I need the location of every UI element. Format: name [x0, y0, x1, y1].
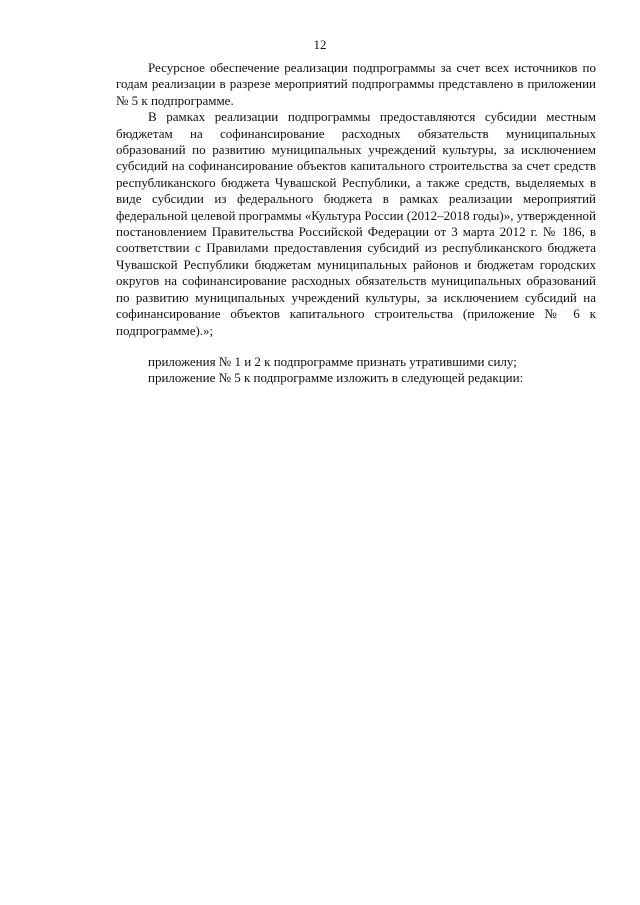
- document-body: [116, 60, 596, 387]
- paragraph-subsidies: В рамках реализации подпрограммы предоставляются субсидии местным бюджетам на софинансирование расходных обязательств муниципальных образований по развитию муниципальных учреждений культуры, за исключением субсидий на софинансирование объектов капитального строительства за счет средств республиканского бюджета Чувашской Республики, а также средств, выделяемых в виде субсидии из федерального бюджета в рамках реализации мероприятий федеральной целевой программы «Культура России (2012–2018 годы)», утвержденной постановлением Правительства Российской Федерации от 3 марта 2012 г. № 186, в соответствии с Правилами предоставления субсидий из республиканского бюджета Чувашской Республики бюджетам муниципальных районов и бюджетам городских округов на софинансирование расходных обязательств муниципальных образований по развитию муниципальных учреждений культуры, за исключением субсидий на софинансирование объектов капитального строительства (приложение № 6 к подпрограмме).»;: [116, 109, 596, 338]
- paragraph-resource-provision: Ресурсное обеспечение реализации подпрограммы за счет всех источников по годам реализации в разрезе мероприятий подпрограммы представлено в приложении № 5 к подпрограмме.: [116, 60, 596, 108]
- page-number: 12: [313, 37, 327, 52]
- paragraph-spacer: [116, 339, 596, 354]
- instruction-annexes-void: приложения № 1 и 2 к подпрограмме признать утратившими силу;: [148, 353, 517, 369]
- instruction-annex-5-new-edition: приложение № 5 к подпрограмме изложить в следующей редакции:: [148, 370, 524, 386]
